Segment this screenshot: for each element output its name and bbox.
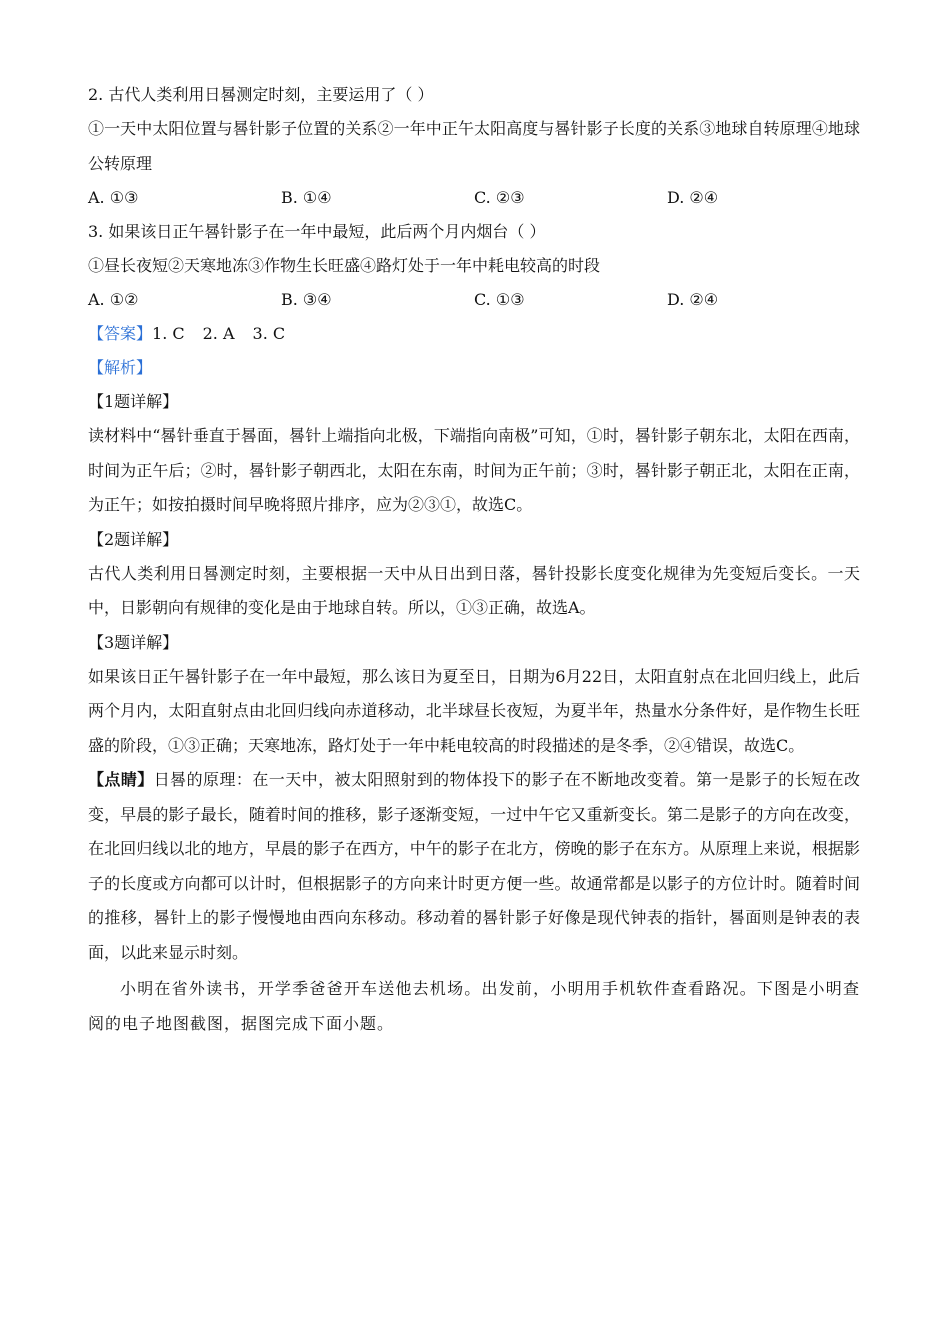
intro-paragraph: 小明在省外读书，开学季爸爸开车送他去机场。出发前，小明用手机软件查看路况。下图是小明查阅的电子地图截图，据图完成下面小题。 [88, 979, 860, 1033]
answer-tag: 【答案】 [88, 324, 153, 343]
question-2-options [88, 181, 860, 215]
question-3-statements: ①昼长夜短②天寒地冻③作物生长旺盛④路灯处于一年中耗电较高的时段 [88, 256, 601, 275]
question-3-option-b: B. ③④ [281, 290, 332, 309]
detail-3-heading: 【3题详解】 [88, 632, 179, 652]
tip-tag: 【点睛】 [88, 770, 154, 789]
detail-2-heading: 【2题详解】 [88, 529, 179, 549]
detail-1-heading: 【1题详解】 [88, 392, 179, 411]
detail-3-text: 如果该日正午晷针影子在一年中最短，那么该日为夏至日，日期为6月22日，太阳直射点在北回归线上，此后两个月内，太阳直射点由北回归线向赤道移动，北半球昼长夜短，为夏半年，热量水分条件好，是作物生长旺盛的阶段，①③正确；天寒地冻，路灯处于一年中耗电较高的时段描述的是冬季，②④错误，故选C。 [88, 666, 860, 755]
question-3-options [88, 283, 860, 317]
detail-1-text: 读材料中“晷针垂直于晷面，晷针上端指向北极，下端指向南极”可知，①时，晷针影子朝东北，太阳在西南，时间为正午后；②时，晷针影子朝西北，太阳在东南，时间为正午前；③时，晷针影子朝正北，太阳在正南，为正午；如按拍摄时间早晚将照片排序，应为②③①，故选C。 [88, 426, 860, 514]
question-3-stem: 3. 如果该日正午晷针影子在一年中最短，此后两个月内烟台（ ） [88, 222, 546, 241]
question-2-option-a: A. ①③ [88, 188, 139, 207]
question-2-option-b: B. ①④ [281, 188, 332, 207]
analysis-line [88, 351, 860, 385]
document-page [88, 78, 860, 1041]
answer-line [88, 317, 860, 351]
answer-item-1: 1. C [152, 324, 185, 343]
question-2-stem: 2. 古代人类利用日晷测定时刻，主要运用了（ ） [88, 85, 434, 104]
answer-item-3: 3. C [252, 324, 286, 343]
question-2-option-d: D. ②④ [667, 188, 719, 207]
question-2-option-c: C. ②③ [474, 188, 525, 207]
detail-2-text: 古代人类利用日晷测定时刻，主要根据一天中从日出到日落，晷针投影长度变化规律为先变短后变长。一天中，日影朝向有规律的变化是由于地球自转。所以，①③正确，故选A。 [88, 563, 860, 617]
question-3-option-c: C. ①③ [474, 290, 525, 309]
question-2-statements: ①一天中太阳位置与晷针影子位置的关系②一年中正午太阳高度与晷针影子长度的关系③地球自转原理④地球公转原理 [88, 119, 860, 173]
question-3-option-a: A. ①② [88, 290, 139, 309]
question-3-option-d: D. ②④ [667, 290, 719, 309]
analysis-tag: 【解析】 [88, 358, 153, 377]
tip-paragraph [88, 763, 860, 970]
tip-text: 日晷的原理：在一天中，被太阳照射到的物体投下的影子在不断地改变着。第一是影子的长短在改变，早晨的影子最长，随着时间的推移，影子逐渐变短，一过中午它又重新变长。第二是影子的方向在改变，在北回归线以北的地方，早晨的影子在西方，中午的影子在北方，傍晚的影子在东方。从原理上来说，根据影子的长度或方向都可以计时，但根据影子的方向来计时更方便一些。故通常都是以影子的方位计时。随着时间的推移，晷针上的影子慢慢地由西向东移动。移动着的晷针影子好像是现代钟表的指针，晷面则是钟表的表面，以此来显示时刻。 [88, 770, 860, 962]
answer-item-2: 2. A [202, 324, 235, 343]
